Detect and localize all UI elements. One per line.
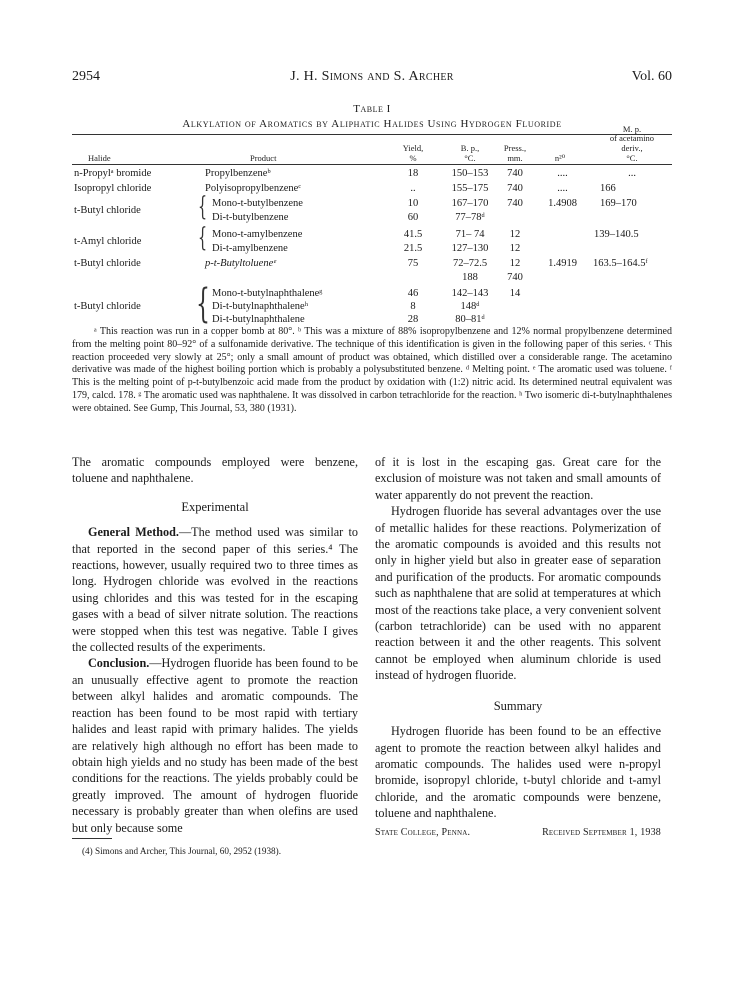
- received-date: Received September 1, 1938: [542, 826, 661, 838]
- cell-bp: 188: [462, 272, 478, 283]
- running-head-authors: J. H. Simons and S. Archer: [290, 69, 454, 84]
- cell-yield: 46: [407, 288, 419, 299]
- continued-paragraph: of it is lost in the escaping gas. Great care for the exclusion of moisture was not taken and small amounts of water apparently do not prevent the reaction.: [375, 455, 661, 502]
- running-head: [72, 69, 672, 89]
- cell-bp: 127–130: [451, 243, 489, 254]
- advantages-paragraph: Hydrogen fluoride has several advantages over the use of metallic halides for these reactions. Polymerization of the aromatic compounds is avoided and this results not only in higher yield but also in greater ease of separation and purification of the products. For aromatic compounds such as naphthalene that are solid at temperatures at which most of the reactions take place, a very convenient solvent (carbon tetrachloride) can be used with no apparent reaction between it and the other reagents. This solvent cannot be employed when aluminum chloride is used instead of hydrogen fluoride.: [375, 504, 661, 683]
- group-brace: {: [198, 223, 208, 253]
- group-brace: {: [196, 281, 210, 327]
- table-header-rule: [72, 164, 672, 165]
- cell-n20: ....: [557, 168, 568, 179]
- table-footnotes-text: ᵃ This reaction was run in a copper bomb at 80°. ᵇ This was a mixture of 88% isopropylbenzene and 12% normal propylbenzene determined from the melting point 80–92° of a sulfonamide derivative. The technique of this identification is given in the following paper of this series. ᶜ This reaction proceeded very slowly at 25°; only a small amount of product was obtained, which distilled over a considerable range. The acetamino derivative was made of the highest boiling portion which is probably a polysubstituted benzene. ᵈ Melting point. ᵉ The aromatic used was toluene. ᶠ This is the melting point of p-t-butylbenzoic acid made from the product by oxidation with (1:2) nitric acid. Its determined neutral equivalent was 179, calcd. 178. ᵍ The aromatic used was naphthalene. It was dissolved in carbon tetrachloride for the reaction. ʰ Two isomeric di-t-butylnaphthalenes were obtained. See Gump, This Journal, 53, 380 (1931).: [72, 326, 672, 414]
- header-mp-4: °C.: [626, 153, 638, 163]
- header-n20: n²⁰: [554, 153, 566, 163]
- header-press-1: Press.,: [503, 143, 527, 153]
- cell-press: 14: [509, 288, 521, 299]
- cell-mp: ...: [628, 168, 636, 179]
- general-method-text: —The method used was similar to that reported in the second paper of this series.⁴ The reactions, however, usually required two to three times as long. Hydrogen chloride was evolved in the reactions using chlorides and this was tested for in the escaping gases with a bead of silver nitrate solution. The reactions were stopped when this test was negative. Table I gives the collected results of the experiments.: [72, 525, 358, 655]
- cell-press: 12: [509, 229, 521, 240]
- cell-product: Di-t-amylbenzene: [212, 243, 288, 254]
- general-method-paragraph: [72, 524, 358, 655]
- footnote-rule: [72, 838, 112, 839]
- cell-halide: t-Butyl chloride: [74, 258, 141, 269]
- intro-paragraph: The aromatic compounds employed were benzene, toluene and naphthalene.: [72, 455, 358, 486]
- header-yield-1: Yield,: [402, 143, 424, 153]
- cell-bp: 77–78ᵈ: [455, 212, 485, 223]
- cell-press: 740: [507, 168, 523, 179]
- experimental-heading: Experimental: [181, 499, 249, 514]
- cell-halide: t-Butyl chloride: [74, 301, 141, 312]
- cell-yield: 8: [410, 301, 416, 312]
- cell-yield: 10: [407, 198, 419, 209]
- cell-yield: 41.5: [403, 229, 423, 240]
- cell-product: Di-t-butylnaphthalene: [212, 314, 305, 325]
- cell-bp: 142–143: [451, 288, 489, 299]
- header-bp-2: °C.: [464, 153, 476, 163]
- conclusion-label: Conclusion.: [88, 656, 150, 671]
- location: State College, Penna.: [375, 826, 471, 838]
- cell-mp: 166: [600, 183, 616, 194]
- summary-heading: Summary: [493, 698, 543, 713]
- cell-n20: ....: [557, 183, 568, 194]
- cell-bp: 72–72.5: [452, 258, 488, 269]
- cell-bp: 167–170: [451, 198, 489, 209]
- cell-product: Mono-t-amylbenzene: [212, 229, 303, 240]
- cell-mp: 163.5–164.5ᶠ: [593, 258, 648, 269]
- header-product: Product: [250, 153, 277, 163]
- header-mp-2: of acetamino: [609, 133, 655, 143]
- header-halide: Halide: [88, 153, 111, 163]
- header-yield-2: %: [409, 153, 417, 163]
- cell-press: 12: [509, 243, 521, 254]
- cell-halide: t-Butyl chloride: [74, 205, 141, 216]
- table-title: Alkylation of Aromatics by Aliphatic Halides Using Hydrogen Fluoride: [182, 118, 562, 130]
- cell-product: Mono-t-butylnaphthaleneᵍ: [212, 288, 323, 299]
- cell-halide: n-Propylᵃ bromide: [74, 168, 152, 179]
- conclusion-text: —Hydrogen fluoride has been found to be an unusually effective agent to promote the reaction between alkyl halides and aromatic compounds. The reaction has been found to be most rapid with tertiary halides and least rapid with primary halides. The yields are relatively high although no effort has been made to obtain high yields and no study has been made of the best conditions for the reactions. The yields probably could be greatly improved. The amount of hydrogen fluoride necessary is probably greater than when olefins are used but only because some: [72, 656, 358, 835]
- summary-paragraph: Hydrogen fluoride has been found to be an effective agent to promote the reaction between alkyl halides and aromatic compounds. The halides used were n-propyl bromide, isopropyl chloride, t-butyl chloride and t-amyl chloride, and the aromatic compounds were benzene, toluene and naphthalene.: [375, 724, 661, 821]
- page-number: 2954: [72, 69, 100, 84]
- table-top-rule: [72, 134, 672, 135]
- cell-press: 740: [507, 272, 523, 283]
- cell-product: Propylbenzeneᵇ: [205, 168, 271, 179]
- cell-product: p-t-Butyltolueneᵉ: [205, 258, 276, 269]
- cell-product: Mono-t-butylbenzene: [212, 198, 303, 209]
- cell-product: Di-t-butylbenzene: [212, 212, 289, 223]
- table-footnotes: [72, 326, 672, 416]
- cell-bp: 71– 74: [455, 229, 485, 240]
- header-mp-3: deriv.,: [621, 143, 643, 153]
- cell-halide: Isopropyl chloride: [74, 183, 152, 194]
- cell-yield: 60: [407, 212, 419, 223]
- left-column: [72, 454, 358, 857]
- cell-n20: 1.4919: [548, 258, 577, 269]
- cell-n20: 1.4908: [548, 198, 577, 209]
- cell-yield: 28: [407, 314, 419, 325]
- cell-mp: 139–140.5: [594, 229, 639, 240]
- signature-line: [375, 825, 661, 841]
- cell-product: Di-t-butylnaphthaleneʰ: [212, 301, 309, 312]
- header-press-2: mm.: [507, 153, 523, 163]
- footnote-4: (4) Simons and Archer, This Journal, 60, 2952 (1938).: [82, 845, 282, 856]
- group-brace: {: [198, 192, 208, 222]
- cell-mp: 169–170: [600, 198, 637, 209]
- table-number: Table I: [353, 103, 391, 115]
- cell-press: 12: [509, 258, 521, 269]
- cell-yield: 18: [407, 168, 419, 179]
- volume-label: Vol. 60: [631, 69, 672, 84]
- general-method-label: General Method.: [88, 525, 179, 540]
- cell-halide: t-Amyl chloride: [74, 236, 142, 247]
- cell-bp: 150–153: [451, 168, 489, 179]
- cell-yield: 21.5: [403, 243, 423, 254]
- cell-yield: 75: [407, 258, 419, 269]
- cell-yield: ..: [410, 183, 416, 194]
- cell-press: 740: [507, 198, 523, 209]
- header-bp-1: B. p.,: [460, 143, 480, 153]
- right-column: [375, 454, 661, 841]
- cell-bp: 80–81ᵈ: [455, 314, 485, 325]
- cell-press: 740: [507, 183, 523, 194]
- cell-bp: 148ᵈ: [460, 301, 480, 312]
- header-mp-1: M. p.: [622, 124, 642, 134]
- cell-bp: 155–175: [451, 183, 489, 194]
- conclusion-paragraph: [72, 655, 358, 835]
- cell-product: Polyisopropylbenzeneᶜ: [205, 183, 302, 194]
